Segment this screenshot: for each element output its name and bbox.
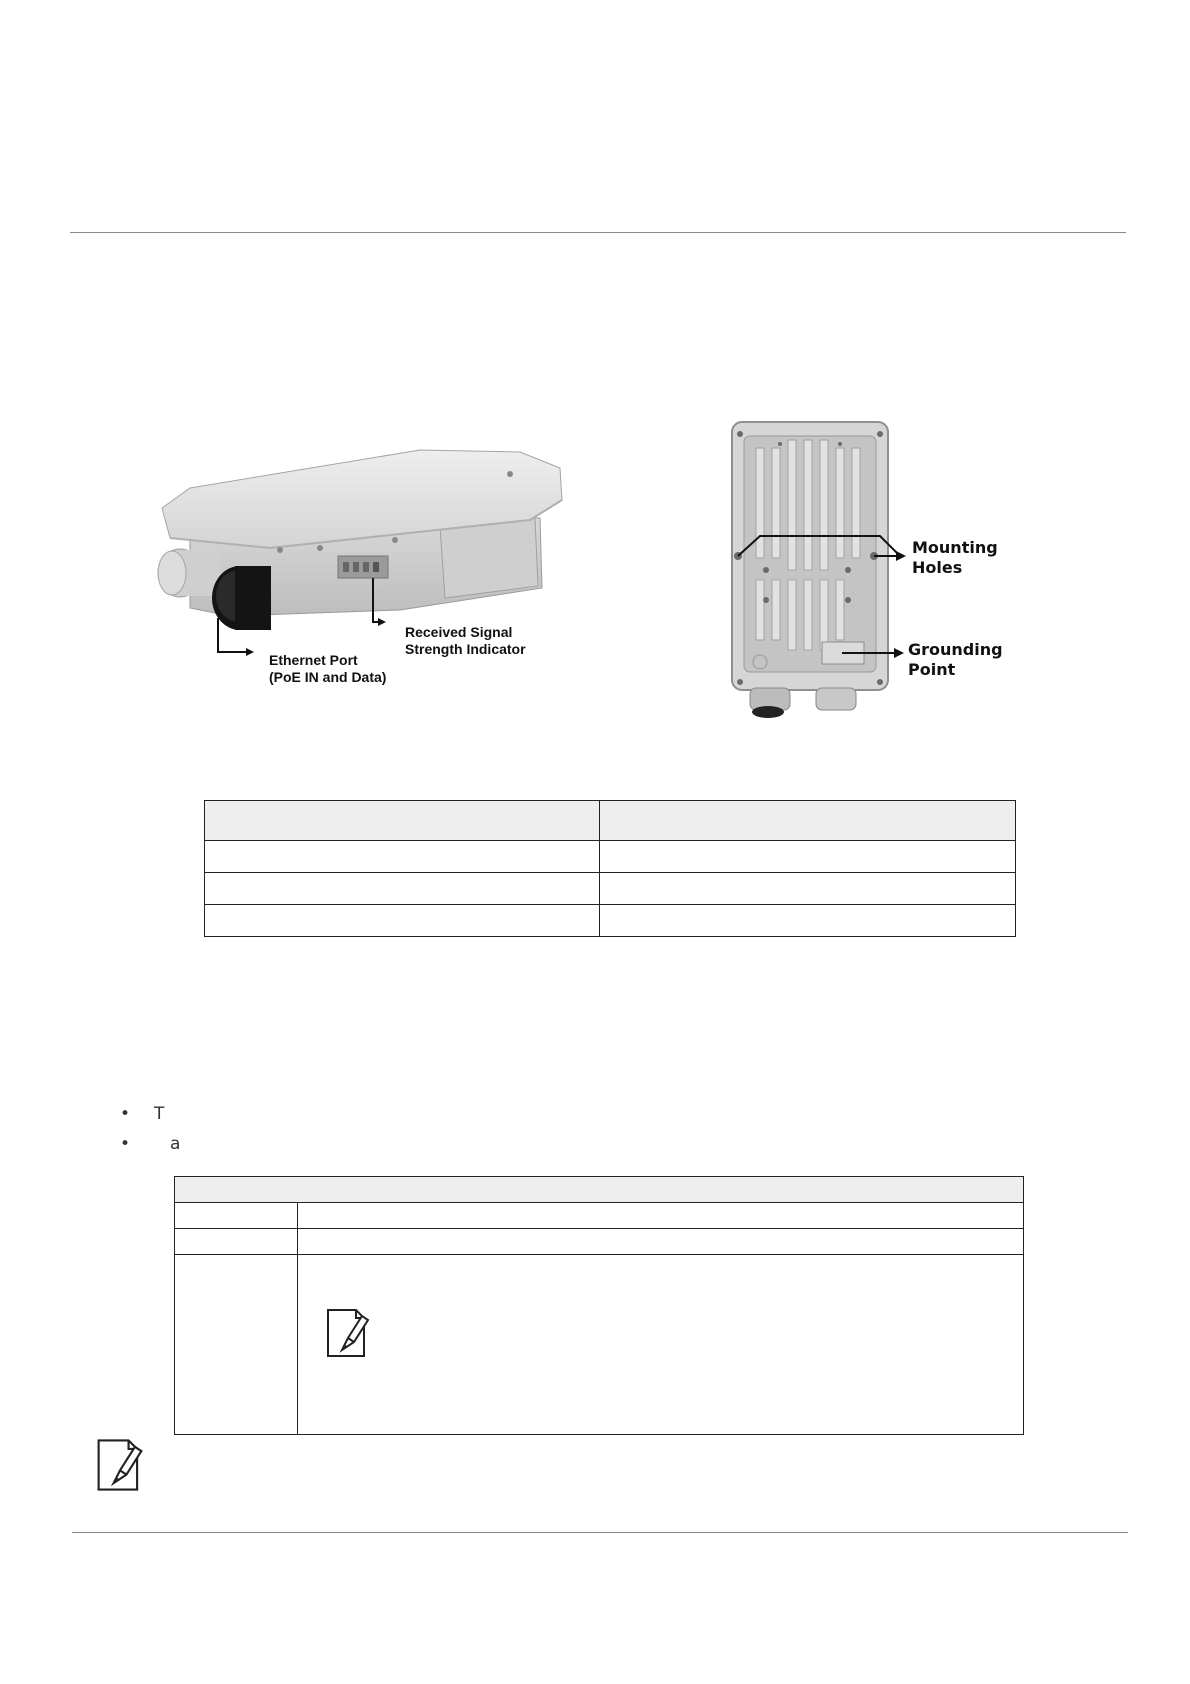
- table-cell: [298, 1229, 1024, 1255]
- table-cell: [175, 1203, 298, 1229]
- spec-table-1: [204, 800, 1016, 937]
- table-row: [175, 1229, 1024, 1255]
- table-cell: [205, 873, 600, 905]
- note-pencil-icon: [92, 1434, 148, 1496]
- table-cell: [600, 905, 1016, 937]
- header-rule: [70, 232, 1126, 233]
- table-cell: [205, 841, 600, 873]
- table-header-cell: [205, 801, 600, 841]
- grounding-point-callout: Grounding Point: [908, 640, 1003, 679]
- bullet-symbol: •: [120, 1104, 131, 1124]
- table-row: [175, 1255, 1024, 1435]
- table-cell: [175, 1229, 298, 1255]
- table-row: [175, 1203, 1024, 1229]
- table-cell: [298, 1203, 1024, 1229]
- table-cell: [298, 1255, 1024, 1435]
- table-header-row: [175, 1177, 1024, 1203]
- table-header-row: [205, 801, 1016, 841]
- table-row: [205, 905, 1016, 937]
- table-cell: [600, 873, 1016, 905]
- table-row: [205, 841, 1016, 873]
- bullet-text: a: [170, 1134, 181, 1154]
- table-cell: [600, 841, 1016, 873]
- note-pencil-icon: [322, 1304, 374, 1362]
- table-row: [205, 873, 1016, 905]
- table-cell: [205, 905, 600, 937]
- bullet-symbol: •: [120, 1134, 131, 1154]
- footer-rule: [72, 1532, 1128, 1533]
- mounting-holes-callout: Mounting Holes: [912, 538, 998, 577]
- table-cell: [175, 1255, 298, 1435]
- rssi-callout: Received Signal Strength Indicator: [405, 624, 526, 657]
- table-header-cell: [175, 1177, 1024, 1203]
- bullet-text: T: [154, 1104, 165, 1124]
- spec-table-2: [174, 1176, 1024, 1435]
- table-header-cell: [600, 801, 1016, 841]
- ethernet-port-callout: Ethernet Port (PoE IN and Data): [269, 652, 387, 685]
